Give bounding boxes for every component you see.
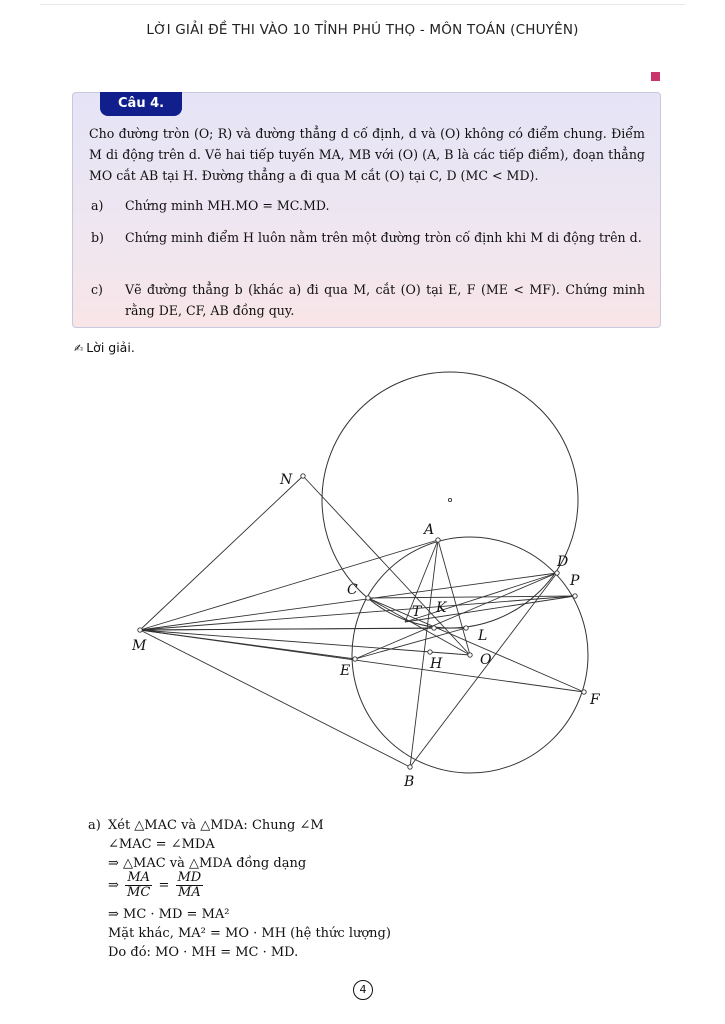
answer-text: Xét △MAC và △MDA: Chung ∠M <box>108 818 324 833</box>
pen-icon: ✍ <box>74 342 84 355</box>
answer-fraction-line <box>108 871 205 900</box>
fraction-right <box>176 871 204 900</box>
point-label-P: P <box>570 573 580 589</box>
point-label-B: B <box>404 774 415 790</box>
question-tag: Câu 4. <box>100 92 182 116</box>
answer-line-1 <box>88 816 324 835</box>
page-header: LỜI GIẢI ĐỀ THI VÀO 10 TỈNH PHÚ THỌ - MÔN TOÁN (CHUYÊN) <box>146 22 579 38</box>
question-item-b <box>89 227 645 248</box>
equals-symbol: = <box>158 878 170 893</box>
point-label-K: K <box>436 600 447 616</box>
fraction-numerator: MD <box>177 870 202 885</box>
implies-symbol: ⇒ <box>108 878 119 893</box>
answer-part-label: a) <box>88 818 101 833</box>
fraction-denominator: MC <box>127 885 151 900</box>
answer-text: Mặt khác, MA² = MO · MH (hệ thức lượng) <box>108 926 391 941</box>
point-label-M: M <box>132 638 147 654</box>
answer-text: ⇒ △MAC và △MDA đồng dạng <box>108 856 307 871</box>
fraction-numerator: MA <box>125 871 152 886</box>
question-text: Cho đường tròn (O; R) và đường thẳng d cố định, d và (O) không có điểm chung. Điểm M di động trên d. Vẽ hai tiếp tuyến MA, MB với (O) (A, B là các tiếp điểm), đoạn thẳng MO cắt AB tại H. Đường thẳng a đi qua M cắt (O) tại C, D (MC < MD). <box>89 126 645 183</box>
solution-label-text: Lời giải. <box>86 340 135 355</box>
point-label-C: C <box>347 582 358 598</box>
fraction-left <box>125 871 152 900</box>
item-label: a) <box>91 198 104 213</box>
question-item-a <box>89 195 645 216</box>
point-label-H: H <box>430 656 443 672</box>
construction-lines <box>140 476 584 767</box>
fraction-denominator: MA <box>178 885 201 900</box>
point-label-T: T <box>412 604 422 620</box>
answer-text: ⇒ MC · MD = MA² <box>108 907 230 922</box>
point-label-D: D <box>557 554 569 570</box>
page-number: 4 <box>353 980 373 1000</box>
question-box <box>72 92 661 328</box>
point-label-A: A <box>424 522 435 538</box>
item-label: c) <box>91 282 103 297</box>
point-label-E: E <box>340 663 351 679</box>
item-label: b) <box>91 230 104 245</box>
header-rule <box>40 4 685 5</box>
solution-label <box>74 340 135 355</box>
answer-text: Do đó: MO · MH = MC · MD. <box>108 945 299 960</box>
question-item-c <box>89 279 645 321</box>
item-text: Vẽ đường thẳng b (khác a) đi qua M, cắt (O) tại E, F (ME < MF). Chứng minh rằng DE, CF, AB đồng quy. <box>125 282 645 318</box>
item-text: Chứng minh điểm H luôn nằm trên một đường tròn cố định khi M di động trên d. <box>125 230 642 245</box>
point-label-F: F <box>590 692 600 708</box>
item-text: Chứng minh MH.MO = MC.MD. <box>125 198 330 213</box>
answer-text: ∠MAC = ∠MDA <box>108 837 215 852</box>
corner-mark <box>651 72 660 81</box>
point-label-O: O <box>480 652 492 668</box>
point-label-L: L <box>478 628 488 644</box>
geometry-figure <box>0 360 725 800</box>
point-label-N: N <box>280 472 293 488</box>
